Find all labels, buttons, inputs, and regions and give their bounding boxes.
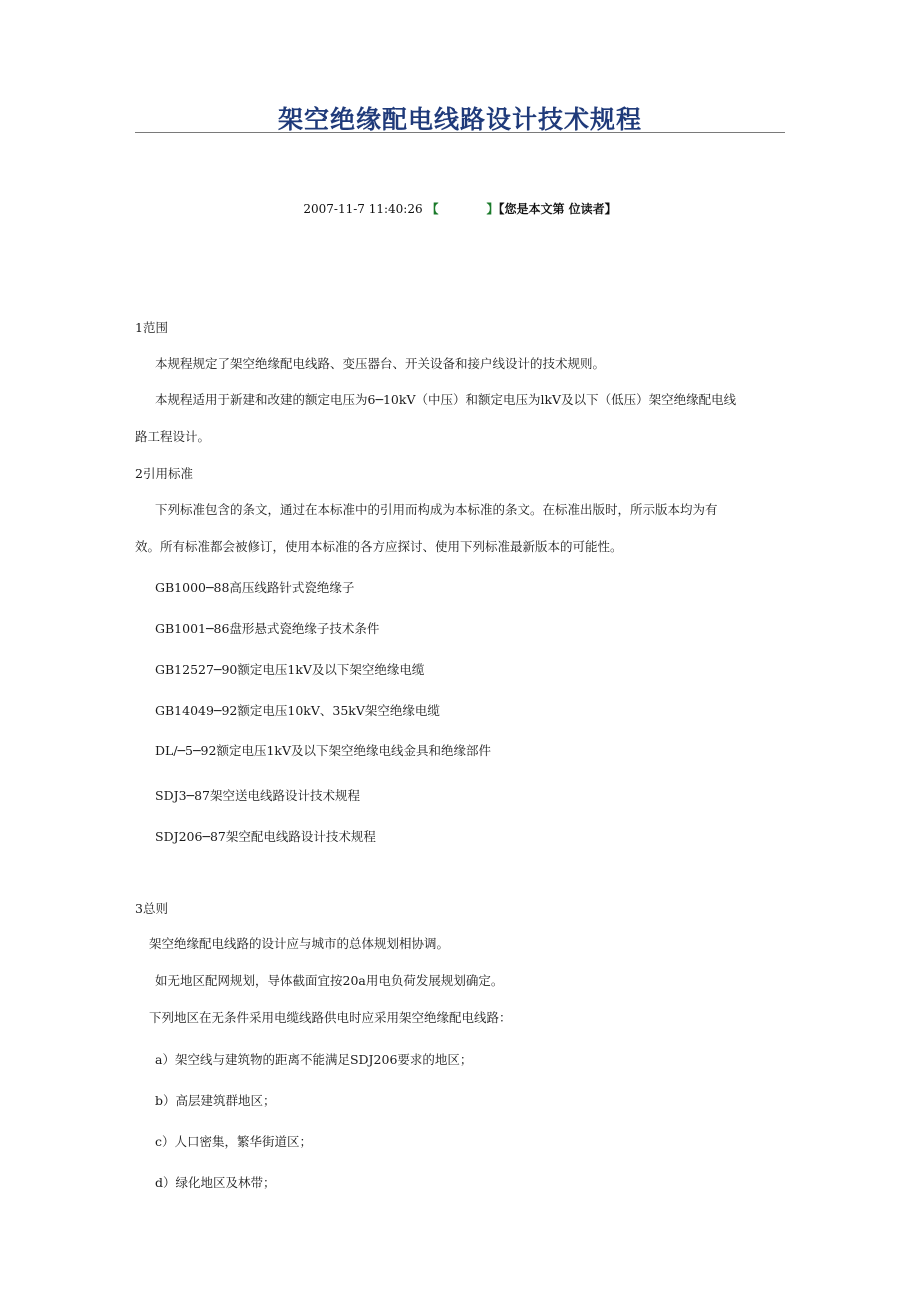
section-1-para-1: 本规程规定了架空绝缘配电线路、变压器台、开关设备和接户线设计的技术规则。 [155, 356, 606, 371]
reference-item: GB14049─92额定电压10kV、35kV架空绝缘电缆 [155, 703, 440, 718]
article-meta [0, 200, 920, 217]
reference-item: DL/─5─92额定电压1kV及以下架空绝缘电线金具和绝缘部件 [155, 743, 491, 758]
reference-item: GB1000─88高压线路针式瓷绝缘子 [155, 580, 355, 595]
reader-count-text: 【您是本文第 位读者】 [498, 202, 617, 216]
title-underline [135, 132, 785, 133]
publish-datetime: 2007-11-7 11:40:26 [303, 202, 423, 216]
reference-item: SDJ3─87架空送电线路设计技术规程 [155, 788, 360, 803]
list-item: a）架空线与建筑物的距离不能满足SDJ206要求的地区； [155, 1052, 473, 1067]
section-3-para-3: 下列地区在无条件采用电缆线路供电时应采用架空绝缘配电线路： [149, 1010, 512, 1025]
reference-item: SDJ206─87架空配电线路设计技术规程 [155, 829, 376, 844]
section-3-para-1: 架空绝缘配电线路的设计应与城市的总体规划相协调。 [149, 936, 450, 951]
bracket-close: 】 [486, 202, 499, 216]
section-2-heading: 2引用标准 [135, 466, 193, 481]
section-1-para-2b: 路工程设计。 [135, 429, 211, 444]
reference-item: GB1001─86盘形悬式瓷绝缘子技术条件 [155, 621, 380, 636]
list-item: b）高层建筑群地区； [155, 1093, 276, 1108]
section-3-para-2: 如无地区配网规划，导体截面宜按20a用电负荷发展规划确定。 [155, 973, 504, 988]
bracket-open: 【 [426, 202, 439, 216]
section-1-heading: 1范围 [135, 320, 168, 335]
list-item: c）人口密集，繁华街道区； [155, 1134, 313, 1149]
reference-item: GB12527─90额定电压1kV及以下架空绝缘电缆 [155, 662, 425, 677]
section-2-para-1a: 下列标准包含的条文，通过在本标准中的引用而构成为本标准的条文。在标准出版时，所示版本均为有 [155, 502, 718, 517]
section-2-para-1b: 效。所有标准都会被修订，使用本标准的各方应探讨、使用下列标准最新版本的可能性。 [135, 539, 623, 554]
section-1-para-2a: 本规程适用于新建和改建的额定电压为6─10kV（中压）和额定电压为lkV及以下（低压）架空绝缘配电线 [155, 392, 737, 407]
list-item: d）绿化地区及林带； [155, 1175, 276, 1190]
section-3-heading: 3总则 [135, 901, 168, 916]
document-title: 架空绝缘配电线路设计技术规程 [277, 105, 642, 134]
